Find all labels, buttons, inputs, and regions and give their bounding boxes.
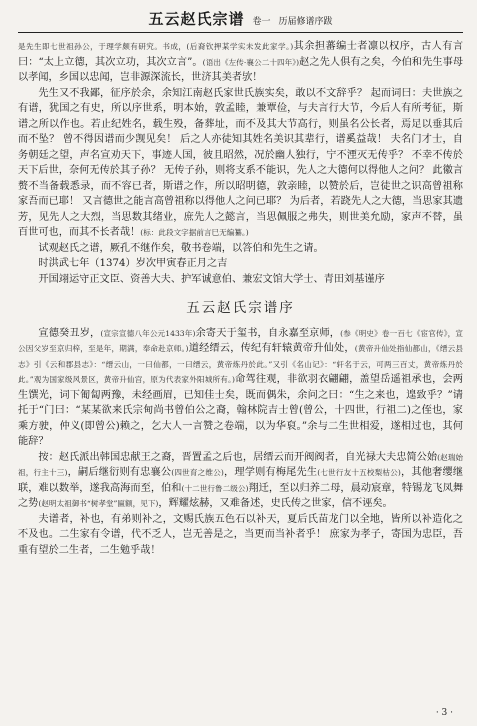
annotation-note: (赵明太祖御书“树孝堂”匾额，见下) <box>38 499 159 508</box>
text-run: ，其他奢缨继联，难以数举，遂我高海而至，伯和 <box>18 467 464 494</box>
text-run: ，嗣后继衍则有忠襄公 <box>67 467 172 478</box>
text-run: 命驾往观，非欲羽衣翩翩，盖望岳遥祖承也，会两生馔光，词下匍匐两豫，未经画眉，已知佳士矣，既而偶朱，余问之曰：“生之来也，遑致乎？”请托于“门曰：“某某欲来氏宗甸尚书曾伯公之裔，翰林院吉士曾(曾公，十四世，行祖二)之侄也，家乘方驶，仲义(即曾公)赖之，乞大人一言赞之卷端，以为华裒。”余与二生世相爱，遂相过也，其何能辞？ <box>18 374 463 447</box>
page-number: · 3 · <box>435 708 453 718</box>
paragraph-1 <box>18 39 463 86</box>
text-run: ，理学则有梅尾先生 <box>223 467 318 478</box>
paragraph-2 <box>18 86 463 241</box>
text-run: 宣德癸丑岁， <box>38 327 101 339</box>
text-run: 其余担蕃编士者凛以权序，古人有言曰： <box>18 41 464 68</box>
text-run: 道经缙云，传纪有轩辕黄帝升仙处， <box>188 343 355 354</box>
signature-author: 开国翊运守正文臣、资善大夫、护军诚意伯、兼宏文馆大学士、青田刘基谨序 <box>38 273 385 285</box>
annotation-note: (四世育之维公) <box>171 468 224 477</box>
annotation-note: (十二世行鲁二级公) <box>181 483 249 493</box>
section-label: 历届修谱序跋 <box>278 17 333 27</box>
text-run: 赵之先人俱有之矣，今伯和先生事母以孝闻，乡国以忠闻，岂非源深流长，世济其美者欤！ <box>18 56 464 83</box>
text-run: 余寄天于玺书，自永嘉至京师， <box>195 327 341 339</box>
section-heading: 五云赵氏宗谱序 <box>186 300 295 316</box>
text-run: “太上立德，其次立功，其次立言”。 <box>38 56 203 68</box>
text-run: 先生又不我鄙，征序於余，余知江南赵氏家世氏族实矣，敢以不文辞乎？ 起而词曰：夫世族之有谱，犹国之有史，所以序世系，明本始，敦孟睦，兼覃俭，与夫言行大节，今后人有所考征，斯谱之所以作也。若止纪姓名，载生殁，备葬址，而不及其大节高行，则虽名公长者，焉足以垂其后而不坠？ 曾不得因谱而少觊见矣！ 后之人亦徒知其姓名美识其辈行，谱奚益哉！ 夫名门才士，自务朝廷之望，声名宣劝天下，事迹人国，彼且昭然，况於幽人独行，宁不湮灭无传乎？ 不幸不传於天下后世，奈何无传於其子孙？ 无传子孙，则将支系不能识，先人之大德何以得他人之问？ 此徽言赘不当备载悉录，而不容已者，斯谱之作，所以昭明德，敦亲睦，以赞於后，岂徒世之识高曾祖称家吾而已耶！ 又言德世之能言高曾祖称以得他人之问已耶？ 为后者，若跷先人之大德，当思家其遗芳，见先人之大烈，当思数其绪业，庶先人之懿言，当思佩服之弗失，则世美允励，家声不替，虽百世可也，而其不长者哉！ <box>18 87 463 238</box>
annotation-note: (标：此段文字据前言巳无编纂。) <box>140 228 249 237</box>
text-run: 翔迁，至以归养二母，晨动宸章，特锡龙飞凤舞之势 <box>18 482 464 509</box>
paragraph-3: 试观赵氏之谱，厥孔不继作矣，敬书卷端，以答伯和先生之请。 <box>38 242 324 254</box>
paragraph-5 <box>18 450 463 512</box>
paragraph-6: 夫谱者，补也，有弟则补之，文赐氏族五色石以补天，夏后氏苗龙门以全地，皆所以补造化之不及也。二生家有令谱，代不乏人，岂无善是之，当更而当补者乎！ 庶家为孝子，寄国为忠臣，吾重有望於二生者，二生勉乎哉！ <box>18 513 463 556</box>
text-run: 按：赵氏派出韩国忠献王之裔，晋置孟之后也，居缙云而开阀阀者，自光禄大夫忠简公始 <box>38 451 438 463</box>
annotation-note: (黄帝升仙处指仙都山，《缙云县志》引《云和郡县志》：“缙云山，一曰仙都，一曰缙云，黄帝炼丹於此。”又引《名山记》：“轩名于云，可两三百丈，黄帝炼丹於此。”观为国家级风景区，黄帝升仙宫，原为代表家外阳城所有。) <box>18 344 463 384</box>
signature-date: 时洪武七年（1374）岁次甲寅春正月之吉 <box>38 258 228 269</box>
annotation-note: (语出《左传·襄公二十四年》) <box>202 57 300 67</box>
page-title: 五云赵氏宗谱 <box>148 10 245 28</box>
document-body <box>18 39 463 558</box>
annotation-note: (宣宗宣德八年公元1433年) <box>100 328 196 338</box>
annotation-note: (赵瑞始祖，行主十三) <box>18 452 463 477</box>
volume-label: 卷一 <box>252 17 271 27</box>
annotation-note: (七世行友十五校梨枯公) <box>317 468 401 477</box>
text-run: ，辉耀炫赫，又难备述，史氏传之世家，信不诬矣。 <box>158 498 393 509</box>
paragraph-4 <box>18 326 463 450</box>
text-run: 是先生即七世祖孙公，于理学颇有研究。书成，(后裔钦押某学实未发此家学。) <box>18 42 294 51</box>
annotation-note: (参《明史》卷一百七《宦官传》，宣公因父岁至京归梓，至是年，期满，奉命赴京师。) <box>18 328 463 353</box>
page-header <box>18 8 463 33</box>
